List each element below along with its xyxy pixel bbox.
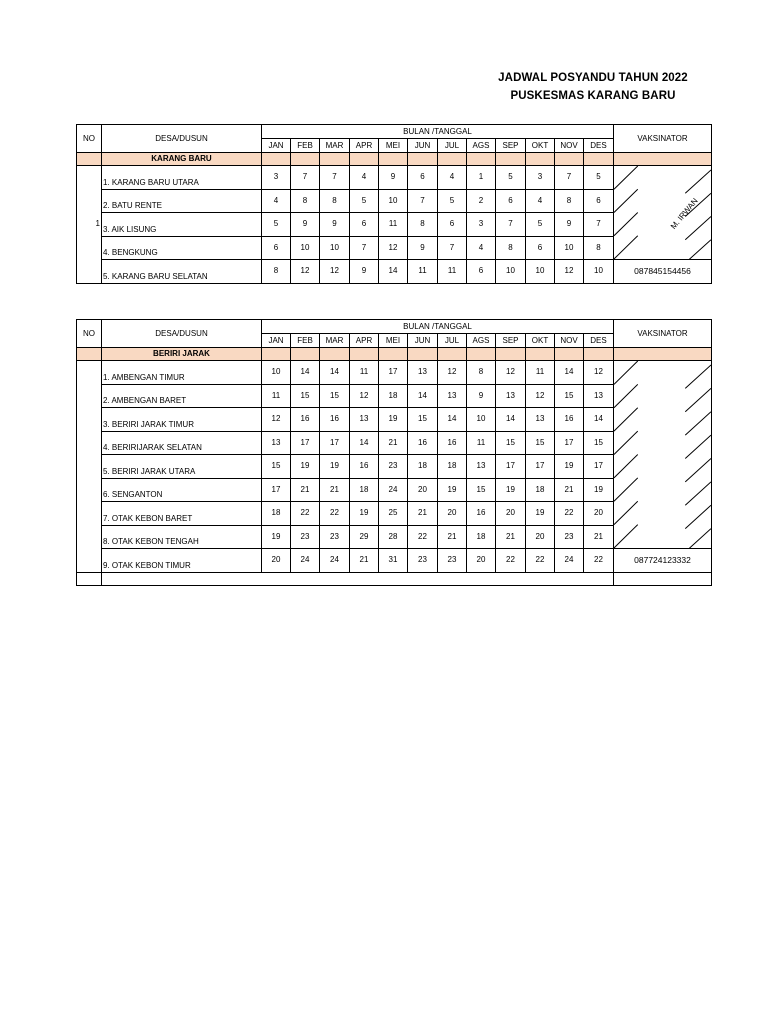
section-vaksinator-cell	[614, 348, 712, 361]
date-cell: 31	[379, 549, 408, 573]
date-cell: 21	[350, 549, 379, 573]
cell-diagonal	[685, 388, 711, 411]
date-cell: 24	[379, 478, 408, 502]
date-cell: 10	[291, 236, 320, 260]
date-cell: 16	[467, 502, 496, 526]
month-header: APR	[350, 334, 379, 348]
date-cell: 9	[467, 384, 496, 408]
date-cell: 6	[584, 189, 614, 213]
month-header: OKT	[526, 139, 555, 153]
date-cell: 14	[350, 431, 379, 455]
date-cell: 12	[262, 408, 291, 432]
date-cell: 23	[291, 525, 320, 549]
date-cell: 7	[291, 166, 320, 190]
date-cell: 4	[526, 189, 555, 213]
date-cell: 29	[350, 525, 379, 549]
month-header: MAR	[320, 139, 350, 153]
desa-name: 5. BERIRI JARAK UTARA	[102, 455, 262, 479]
row-number	[77, 361, 102, 573]
date-cell: 18	[438, 455, 467, 479]
date-cell: 20	[526, 525, 555, 549]
date-cell: 12	[379, 236, 408, 260]
desa-name: 1. KARANG BARU UTARA	[102, 166, 262, 190]
month-header: JUL	[438, 139, 467, 153]
date-cell: 15	[526, 431, 555, 455]
date-cell: 16	[291, 408, 320, 432]
desa-name: 3. AIK LISUNG	[102, 213, 262, 237]
date-cell: 22	[526, 549, 555, 573]
date-cell: 21	[379, 431, 408, 455]
date-cell: 15	[496, 431, 526, 455]
schedule-table-beriri-jarak	[76, 319, 712, 586]
month-header: JUN	[408, 334, 438, 348]
date-cell: 11	[350, 361, 379, 385]
vaksinator-header: VAKSINATOR	[614, 125, 712, 153]
date-cell: 24	[291, 549, 320, 573]
date-cell: 4	[467, 236, 496, 260]
cell-diagonal	[685, 170, 711, 193]
section-vaksinator-cell	[614, 153, 712, 166]
date-cell: 14	[379, 260, 408, 284]
date-cell: 7	[320, 166, 350, 190]
date-cell: 5	[526, 213, 555, 237]
vaksinator-name: M. IRWAN	[668, 196, 700, 231]
section-name: KARANG BARU	[102, 153, 262, 166]
cell-diagonal	[685, 412, 711, 435]
cell-diagonal	[685, 435, 711, 458]
date-cell: 21	[438, 525, 467, 549]
date-cell: 11	[438, 260, 467, 284]
date-cell: 13	[467, 455, 496, 479]
vaksinator-signature-cell	[614, 361, 712, 549]
date-cell: 9	[350, 260, 379, 284]
date-cell: 7	[350, 236, 379, 260]
date-cell: 19	[584, 478, 614, 502]
month-header: OKT	[526, 334, 555, 348]
month-header: MEI	[379, 334, 408, 348]
table-row	[77, 549, 712, 573]
date-cell: 22	[320, 502, 350, 526]
vaksinator-phone: 087724123332	[614, 549, 712, 573]
month-header: AGS	[467, 334, 496, 348]
cell-diagonal	[685, 458, 711, 481]
date-cell: 14	[320, 361, 350, 385]
section-name: BERIRI JARAK	[102, 348, 262, 361]
date-cell: 20	[584, 502, 614, 526]
date-cell: 14	[496, 408, 526, 432]
date-cell: 12	[350, 384, 379, 408]
cell-diagonal	[685, 505, 711, 528]
date-cell: 3	[526, 166, 555, 190]
document-title: JADWAL POSYANDU TAHUN 2022	[498, 72, 688, 84]
bulan-header: BULAN /TANGGAL	[262, 125, 614, 139]
month-header: FEB	[291, 139, 320, 153]
date-cell: 6	[262, 236, 291, 260]
date-cell: 16	[408, 431, 438, 455]
date-cell: 20	[467, 549, 496, 573]
date-cell: 9	[291, 213, 320, 237]
date-cell: 19	[496, 478, 526, 502]
date-cell: 9	[408, 236, 438, 260]
date-cell: 10	[584, 260, 614, 284]
date-cell: 18	[526, 478, 555, 502]
date-cell: 14	[584, 408, 614, 432]
date-cell: 8	[496, 236, 526, 260]
date-cell: 8	[291, 189, 320, 213]
date-cell: 18	[408, 455, 438, 479]
date-cell: 23	[408, 549, 438, 573]
date-cell: 13	[408, 361, 438, 385]
desa-name: 9. OTAK KEBON TIMUR	[102, 549, 262, 573]
month-header: JAN	[262, 139, 291, 153]
table-row	[77, 260, 712, 284]
date-cell: 11	[526, 361, 555, 385]
date-cell: 17	[584, 455, 614, 479]
date-cell: 21	[584, 525, 614, 549]
date-cell: 19	[320, 455, 350, 479]
date-cell: 15	[320, 384, 350, 408]
date-cell: 15	[408, 408, 438, 432]
date-cell: 5	[438, 189, 467, 213]
date-cell: 7	[584, 213, 614, 237]
desa-name: 6. SENGANTON	[102, 478, 262, 502]
cell-diagonal	[685, 482, 711, 505]
date-cell: 1	[467, 166, 496, 190]
date-cell: 15	[291, 384, 320, 408]
date-cell: 19	[350, 502, 379, 526]
month-header: JAN	[262, 334, 291, 348]
date-cell: 17	[320, 431, 350, 455]
desa-name: 7. OTAK KEBON BARET	[102, 502, 262, 526]
date-cell: 6	[408, 166, 438, 190]
diagonal-lines	[614, 166, 711, 259]
date-cell: 14	[408, 384, 438, 408]
no-header: NO	[77, 320, 102, 348]
date-cell: 12	[496, 361, 526, 385]
date-cell: 28	[379, 525, 408, 549]
date-cell: 12	[555, 260, 584, 284]
month-header: NOV	[555, 139, 584, 153]
date-cell: 6	[350, 213, 379, 237]
date-cell: 21	[320, 478, 350, 502]
date-cell: 6	[467, 260, 496, 284]
date-cell: 20	[262, 549, 291, 573]
date-cell: 16	[438, 431, 467, 455]
date-cell: 5	[350, 189, 379, 213]
date-cell: 8	[408, 213, 438, 237]
date-cell: 6	[496, 189, 526, 213]
date-cell: 20	[408, 478, 438, 502]
date-cell: 17	[291, 431, 320, 455]
month-header: MEI	[379, 139, 408, 153]
date-cell: 23	[438, 549, 467, 573]
date-cell: 13	[350, 408, 379, 432]
date-cell: 11	[262, 384, 291, 408]
month-header: SEP	[496, 334, 526, 348]
date-cell: 21	[555, 478, 584, 502]
cell-diagonal	[685, 529, 711, 548]
row-number: 1	[77, 166, 102, 284]
date-cell: 13	[526, 408, 555, 432]
month-header: JUN	[408, 139, 438, 153]
date-cell: 8	[320, 189, 350, 213]
date-cell: 18	[350, 478, 379, 502]
date-cell: 9	[555, 213, 584, 237]
blank-row	[77, 572, 712, 585]
date-cell: 3	[467, 213, 496, 237]
date-cell: 11	[408, 260, 438, 284]
date-cell: 7	[408, 189, 438, 213]
desa-name: 3. BERIRI JARAK TIMUR	[102, 408, 262, 432]
cell-diagonal	[685, 216, 711, 239]
cell-diagonal	[614, 236, 638, 259]
date-cell: 8	[584, 236, 614, 260]
date-cell: 9	[379, 166, 408, 190]
date-cell: 20	[496, 502, 526, 526]
date-cell: 14	[555, 361, 584, 385]
date-cell: 15	[555, 384, 584, 408]
month-header: FEB	[291, 334, 320, 348]
date-cell: 19	[526, 502, 555, 526]
date-cell: 16	[555, 408, 584, 432]
cell-diagonal	[685, 365, 711, 388]
date-cell: 3	[262, 166, 291, 190]
desa-header: DESA/DUSUN	[102, 125, 262, 153]
cell-diagonal	[614, 166, 638, 189]
date-cell: 9	[320, 213, 350, 237]
date-cell: 25	[379, 502, 408, 526]
date-cell: 23	[320, 525, 350, 549]
cell-diagonal	[614, 361, 638, 384]
table-row	[77, 361, 712, 385]
date-cell: 18	[262, 502, 291, 526]
date-cell: 23	[379, 455, 408, 479]
cell-diagonal	[614, 525, 638, 548]
diagonal-lines	[614, 361, 711, 548]
month-header: APR	[350, 139, 379, 153]
date-cell: 10	[262, 361, 291, 385]
cell-diagonal	[614, 431, 638, 454]
date-cell: 19	[379, 408, 408, 432]
date-cell: 12	[526, 384, 555, 408]
date-cell: 7	[555, 166, 584, 190]
date-cell: 14	[291, 361, 320, 385]
date-cell: 10	[555, 236, 584, 260]
document-subtitle: PUSKESMAS KARANG BARU	[510, 90, 676, 102]
cell-diagonal	[614, 478, 638, 501]
date-cell: 8	[555, 189, 584, 213]
month-header: DES	[584, 139, 614, 153]
date-cell: 10	[467, 408, 496, 432]
date-cell: 12	[584, 361, 614, 385]
date-cell: 23	[555, 525, 584, 549]
date-cell: 13	[584, 384, 614, 408]
date-cell: 17	[262, 478, 291, 502]
date-cell: 11	[379, 213, 408, 237]
desa-name: 1. AMBENGAN TIMUR	[102, 361, 262, 385]
cell-diagonal	[614, 213, 638, 236]
month-header: MAR	[320, 334, 350, 348]
date-cell: 18	[467, 525, 496, 549]
month-header: NOV	[555, 334, 584, 348]
month-header: SEP	[496, 139, 526, 153]
vaksinator-phone: 087845154456	[614, 260, 712, 284]
date-cell: 22	[291, 502, 320, 526]
date-cell: 21	[496, 525, 526, 549]
date-cell: 17	[526, 455, 555, 479]
date-cell: 10	[379, 189, 408, 213]
date-cell: 7	[438, 236, 467, 260]
date-cell: 22	[555, 502, 584, 526]
month-header: AGS	[467, 139, 496, 153]
date-cell: 14	[438, 408, 467, 432]
date-cell: 19	[291, 455, 320, 479]
date-cell: 22	[584, 549, 614, 573]
date-cell: 12	[320, 260, 350, 284]
date-cell: 13	[262, 431, 291, 455]
date-cell: 15	[262, 455, 291, 479]
date-cell: 8	[262, 260, 291, 284]
date-cell: 13	[496, 384, 526, 408]
date-cell: 16	[320, 408, 350, 432]
date-cell: 21	[408, 502, 438, 526]
cell-diagonal	[614, 501, 638, 524]
cell-diagonal	[685, 240, 711, 259]
desa-name: 4. BENGKUNG	[102, 236, 262, 260]
date-cell: 19	[262, 525, 291, 549]
section-no-cell	[77, 348, 102, 361]
desa-header: DESA/DUSUN	[102, 320, 262, 348]
date-cell: 22	[496, 549, 526, 573]
date-cell: 20	[438, 502, 467, 526]
date-cell: 7	[496, 213, 526, 237]
date-cell: 15	[584, 431, 614, 455]
date-cell: 19	[438, 478, 467, 502]
month-header: JUL	[438, 334, 467, 348]
cell-diagonal	[614, 455, 638, 478]
date-cell: 4	[350, 166, 379, 190]
desa-name: 2. AMBENGAN BARET	[102, 384, 262, 408]
date-cell: 21	[291, 478, 320, 502]
date-cell: 24	[555, 549, 584, 573]
cell-diagonal	[614, 189, 638, 212]
date-cell: 2	[467, 189, 496, 213]
date-cell: 13	[438, 384, 467, 408]
date-cell: 5	[584, 166, 614, 190]
date-cell: 4	[438, 166, 467, 190]
date-cell: 19	[555, 455, 584, 479]
month-header: DES	[584, 334, 614, 348]
date-cell: 10	[320, 236, 350, 260]
date-cell: 4	[262, 189, 291, 213]
date-cell: 5	[262, 213, 291, 237]
date-cell: 10	[526, 260, 555, 284]
bulan-header: BULAN /TANGGAL	[262, 320, 614, 334]
cell-diagonal	[614, 408, 638, 431]
date-cell: 5	[496, 166, 526, 190]
date-cell: 10	[496, 260, 526, 284]
date-cell: 17	[555, 431, 584, 455]
schedule-table-karang-baru	[76, 124, 712, 284]
desa-name: 2. BATU RENTE	[102, 189, 262, 213]
vaksinator-header: VAKSINATOR	[614, 320, 712, 348]
table-row	[77, 166, 712, 190]
date-cell: 6	[438, 213, 467, 237]
date-cell: 17	[496, 455, 526, 479]
desa-name: 5. KARANG BARU SELATAN	[102, 260, 262, 284]
date-cell: 6	[526, 236, 555, 260]
date-cell: 12	[438, 361, 467, 385]
cell-diagonal	[614, 384, 638, 407]
date-cell: 11	[467, 431, 496, 455]
date-cell: 22	[408, 525, 438, 549]
date-cell: 15	[467, 478, 496, 502]
date-cell: 12	[291, 260, 320, 284]
desa-name: 4. BERIRIJARAK SELATAN	[102, 431, 262, 455]
date-cell: 24	[320, 549, 350, 573]
date-cell: 18	[379, 384, 408, 408]
date-cell: 8	[467, 361, 496, 385]
vaksinator-signature-cell	[614, 166, 712, 260]
date-cell: 16	[350, 455, 379, 479]
section-no-cell	[77, 153, 102, 166]
no-header: NO	[77, 125, 102, 153]
date-cell: 17	[379, 361, 408, 385]
desa-name: 8. OTAK KEBON TENGAH	[102, 525, 262, 549]
